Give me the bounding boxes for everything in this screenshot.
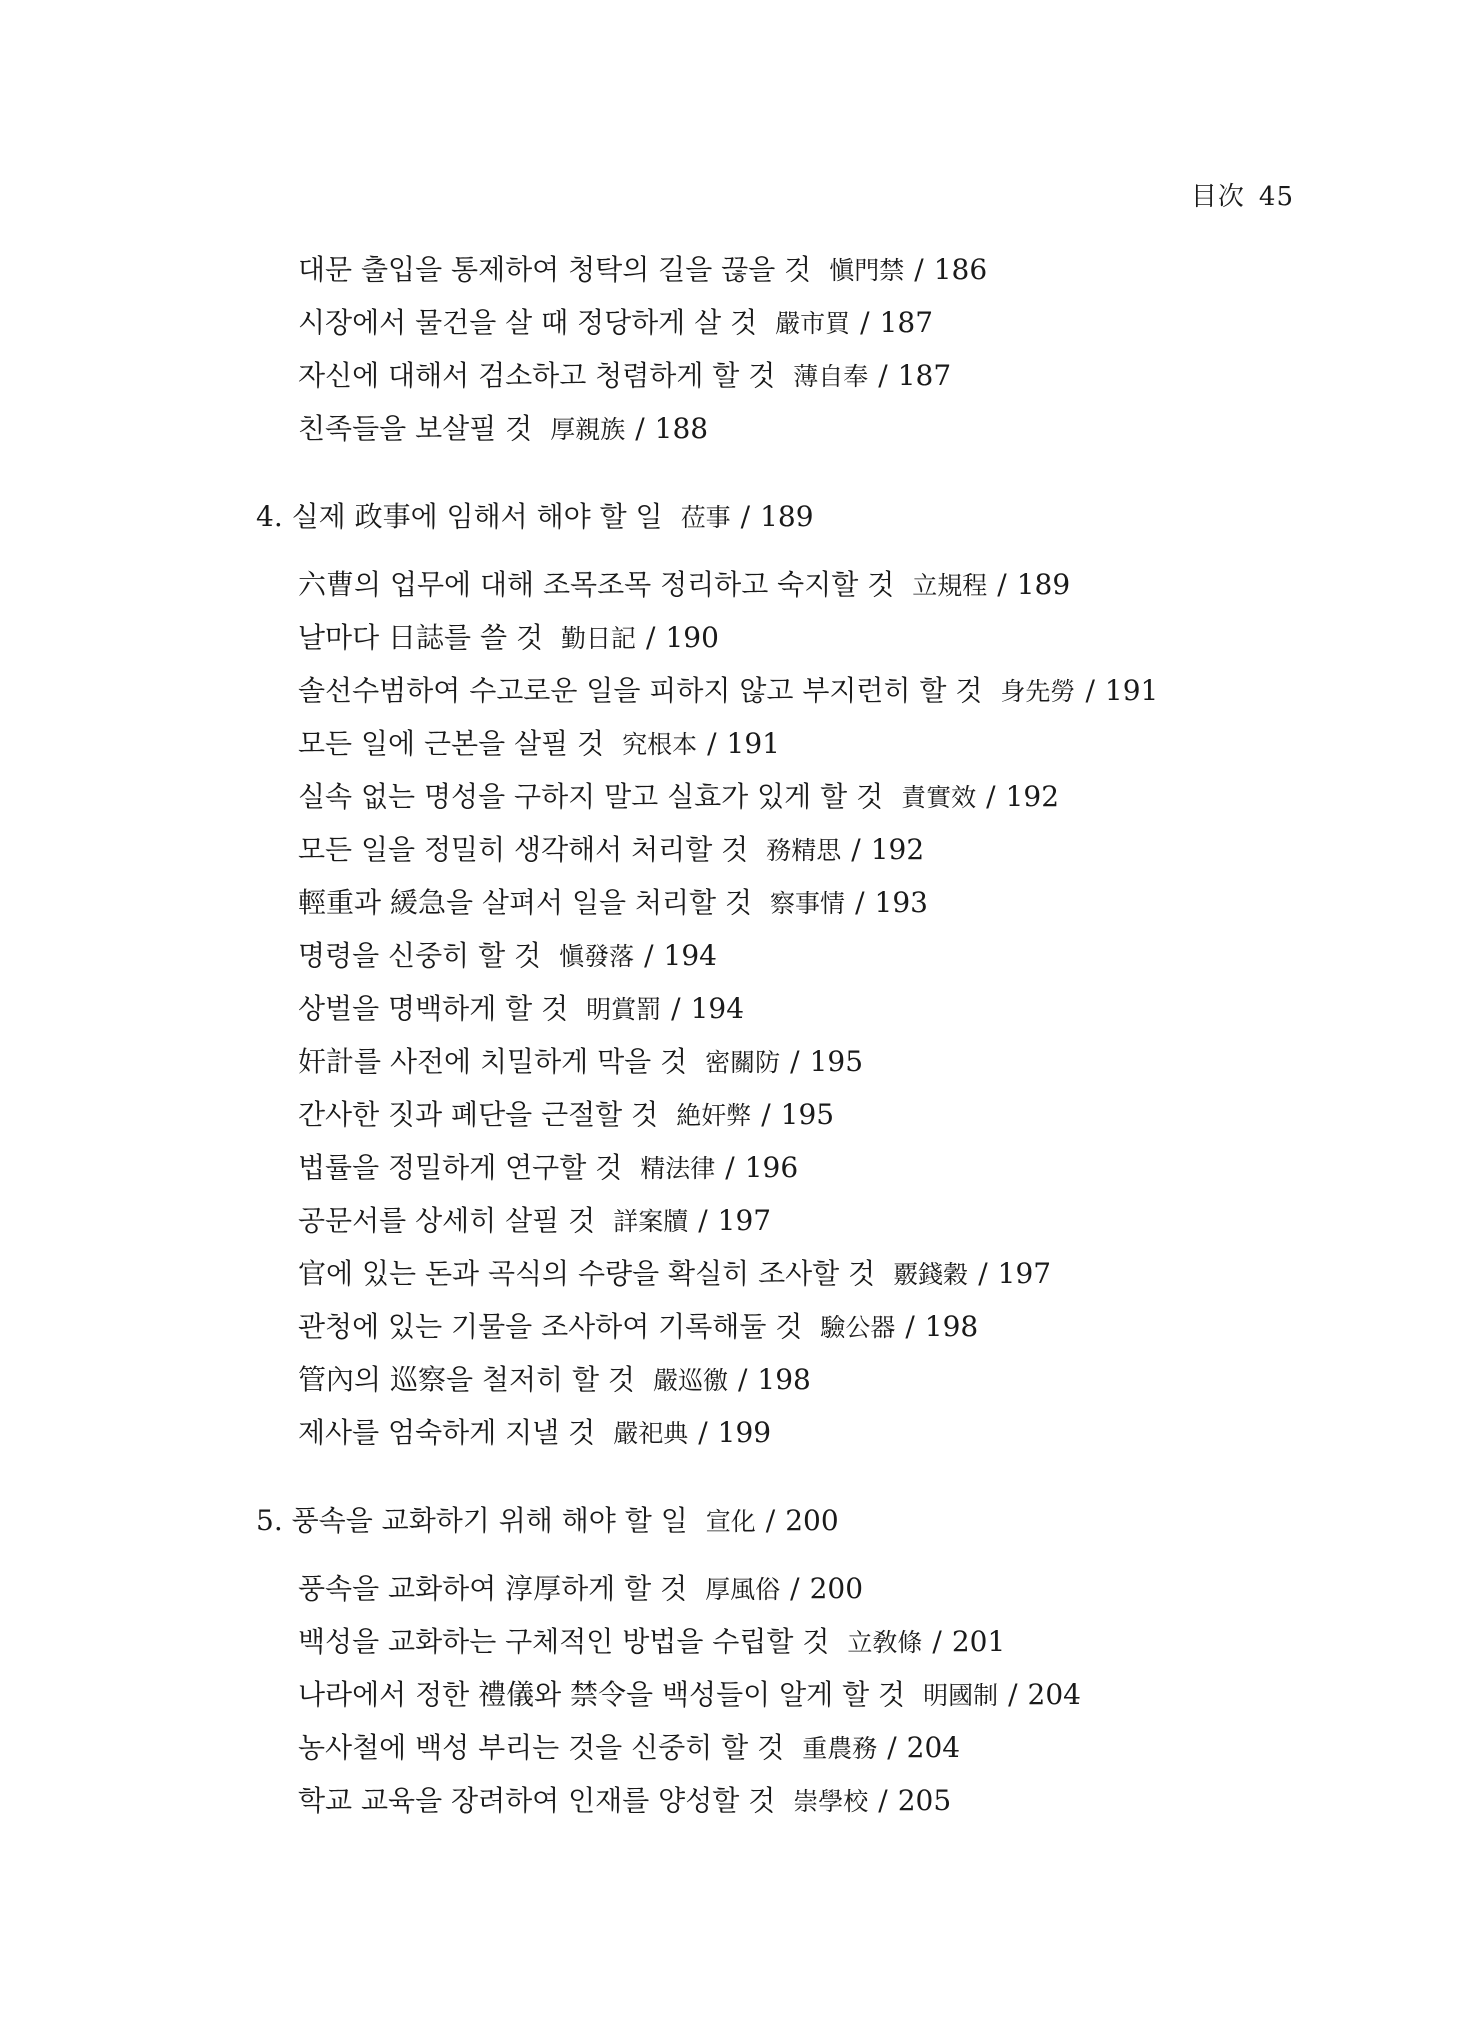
toc-title: 4. 실제 政事에 임해서 해야 할 일 [256, 500, 663, 533]
toc-hanja-title: 絶奸弊 [676, 1101, 752, 1130]
toc-page-number: 196 [744, 1151, 799, 1184]
toc-page-number: 198 [757, 1363, 811, 1396]
page-separator: / [914, 253, 924, 286]
toc-hanja-title: 驗公器 [820, 1313, 896, 1342]
toc-title: 풍속을 교화하여 淳厚하게 할 것 [298, 1572, 688, 1605]
toc-entry [298, 1256, 1051, 1293]
toc-page-number: 195 [809, 1045, 864, 1078]
toc-hanja-title: 覈錢穀 [893, 1260, 969, 1289]
toc-title: 모든 일을 정밀히 생각해서 처리할 것 [298, 833, 749, 866]
toc-page-number: 201 [951, 1625, 1006, 1658]
page-separator: / [671, 992, 681, 1025]
toc-entry [298, 1571, 863, 1608]
page-separator: / [646, 621, 656, 654]
toc-title: 모든 일에 근본을 살필 것 [298, 727, 605, 760]
page-separator: / [905, 1310, 915, 1343]
toc-page-number: 204 [906, 1731, 961, 1764]
page-separator: / [1085, 674, 1095, 707]
toc-hanja-title: 宣化 [705, 1507, 756, 1536]
page-separator: / [997, 568, 1007, 601]
toc-section-heading [256, 499, 814, 536]
toc-page-number: 186 [933, 253, 988, 286]
toc-entry [298, 1362, 811, 1399]
toc-page-number: 191 [726, 727, 780, 760]
toc-hanja-title: 厚風俗 [705, 1575, 781, 1604]
toc-page-number: 191 [1104, 674, 1159, 707]
toc-hanja-title: 愼發落 [559, 942, 635, 971]
toc-title: 날마다 日誌를 쓸 것 [298, 621, 543, 654]
page-separator: / [1008, 1678, 1018, 1711]
toc-hanja-title: 厚親族 [550, 415, 626, 444]
toc-page-number: 189 [760, 500, 814, 533]
toc-title: 시장에서 물건을 살 때 정당하게 살 것 [298, 306, 758, 339]
page-separator: / [878, 359, 888, 392]
toc-page-number: 198 [924, 1310, 979, 1343]
toc-entry [298, 991, 744, 1028]
page-separator: / [725, 1151, 735, 1184]
toc-page-number: 187 [879, 306, 934, 339]
toc-title: 실속 없는 명성을 구하지 말고 실효가 있게 할 것 [298, 780, 884, 813]
page-number: 45 [1258, 182, 1294, 212]
toc-entry [298, 938, 717, 975]
toc-hanja-title: 明國制 [923, 1681, 999, 1710]
toc-page-number: 199 [717, 1416, 772, 1449]
page-separator: / [761, 1098, 771, 1131]
toc-page-number: 204 [1027, 1678, 1081, 1711]
toc-title: 奸計를 사전에 치밀하게 막을 것 [298, 1045, 688, 1078]
page-separator: / [855, 886, 865, 919]
toc-entry [298, 832, 924, 869]
page-separator: / [765, 1504, 776, 1537]
toc-entry [298, 885, 928, 922]
toc-title: 학교 교육을 장려하여 인재를 양성할 것 [298, 1784, 776, 1817]
page-separator: / [635, 412, 645, 445]
toc-title: 농사철에 백성 부리는 것을 신중히 할 것 [298, 1731, 785, 1764]
toc-title: 법률을 정밀하게 연구할 것 [298, 1151, 623, 1184]
page-separator: / [932, 1625, 942, 1658]
toc-hanja-title: 勤日記 [561, 624, 637, 653]
toc-hanja-title: 重農務 [802, 1734, 878, 1763]
toc-hanja-title: 密關防 [705, 1048, 781, 1077]
toc-page-number: 192 [1005, 780, 1060, 813]
page-separator: / [790, 1572, 800, 1605]
toc-title: 상벌을 명백하게 할 것 [298, 992, 569, 1025]
toc-page-number: 205 [897, 1784, 952, 1817]
toc-page-number: 195 [780, 1098, 835, 1131]
toc-title: 백성을 교화하는 구체적인 방법을 수립할 것 [298, 1625, 830, 1658]
toc-section-heading [256, 1503, 839, 1540]
toc-entry [298, 1730, 960, 1767]
toc-entry [298, 1150, 798, 1187]
page-separator: / [740, 500, 751, 533]
page-separator: / [698, 1204, 708, 1237]
toc-title: 명령을 신중히 할 것 [298, 939, 542, 972]
page-separator: / [698, 1416, 708, 1449]
toc-entry [298, 1624, 1005, 1661]
toc-entry [298, 411, 708, 448]
toc-entry [298, 567, 1070, 604]
running-head: 目次 [1190, 182, 1245, 212]
toc-hanja-title: 詳案牘 [613, 1207, 689, 1236]
page-header [1191, 176, 1294, 213]
toc-title: 대문 출입을 통제하여 청탁의 길을 끊을 것 [298, 253, 812, 286]
page-separator: / [707, 727, 717, 760]
toc-hanja-title: 莅事 [680, 503, 731, 532]
page-separator: / [878, 1784, 888, 1817]
toc-entry [298, 726, 780, 763]
page-separator: / [851, 833, 861, 866]
toc-hanja-title: 明賞罰 [586, 995, 662, 1024]
toc-page-number: 197 [997, 1257, 1052, 1290]
page-separator: / [737, 1363, 748, 1396]
toc-page-number: 189 [1016, 568, 1071, 601]
toc-hanja-title: 嚴祀典 [613, 1419, 689, 1448]
toc-entry [298, 1309, 978, 1346]
toc-hanja-title: 薄自奉 [793, 362, 869, 391]
page-separator: / [790, 1045, 800, 1078]
toc-title: 자신에 대해서 검소하고 청렴하게 할 것 [298, 359, 776, 392]
toc-page-number: 194 [663, 939, 717, 972]
toc-hanja-title: 責實效 [901, 783, 977, 812]
toc-hanja-title: 身先勞 [1000, 677, 1076, 706]
toc-title: 솔선수범하여 수고로운 일을 피하지 않고 부지런히 할 것 [298, 674, 983, 707]
toc-title: 관청에 있는 기물을 조사하여 기록해둘 것 [298, 1310, 803, 1343]
toc-page-number: 197 [717, 1204, 772, 1237]
toc-entry [298, 620, 719, 657]
page-separator: / [986, 780, 996, 813]
toc-hanja-title: 精法律 [640, 1154, 716, 1183]
toc-entry [298, 673, 1158, 710]
toc-page-number: 200 [809, 1572, 864, 1605]
toc-title: 六曹의 업무에 대해 조목조목 정리하고 숙지할 것 [298, 568, 895, 601]
toc-entry [298, 1677, 1081, 1714]
toc-entry [298, 1044, 863, 1081]
toc-title: 친족들을 보살필 것 [298, 412, 533, 445]
toc-entry [298, 1415, 771, 1452]
toc-hanja-title: 嚴巡徼 [652, 1366, 728, 1395]
page-separator: / [887, 1731, 897, 1764]
toc-page-number: 190 [665, 621, 719, 654]
toc-entry [298, 1203, 771, 1240]
toc-title: 官에 있는 돈과 곡식의 수량을 확실히 조사할 것 [298, 1257, 876, 1290]
toc-title: 공문서를 상세히 살필 것 [298, 1204, 596, 1237]
toc-title: 輕重과 緩急을 살펴서 일을 처리할 것 [298, 886, 753, 919]
toc-title: 간사한 짓과 폐단을 근절할 것 [298, 1098, 659, 1131]
toc-hanja-title: 立敎條 [847, 1628, 923, 1657]
toc-entry [298, 779, 1059, 816]
toc-title: 제사를 엄숙하게 지낼 것 [298, 1416, 596, 1449]
toc-page-number: 192 [870, 833, 925, 866]
toc-hanja-title: 嚴市買 [775, 309, 851, 338]
toc-page-number: 188 [654, 412, 709, 445]
toc-title: 나라에서 정한 禮儀와 禁令을 백성들이 알게 할 것 [298, 1678, 906, 1711]
toc-hanja-title: 究根本 [622, 730, 698, 759]
toc-entry [298, 252, 987, 289]
toc-hanja-title: 務精思 [766, 836, 842, 865]
page-separator: / [860, 306, 870, 339]
toc-page-number: 193 [874, 886, 928, 919]
page-separator: / [978, 1257, 988, 1290]
toc-entry [298, 358, 951, 395]
toc-page-number: 194 [690, 992, 745, 1025]
toc-title: 管內의 巡察을 철저히 할 것 [298, 1363, 635, 1396]
toc-hanja-title: 立規程 [912, 571, 988, 600]
toc-hanja-title: 愼門禁 [829, 256, 905, 285]
toc-title: 5. 풍속을 교화하기 위해 해야 할 일 [256, 1504, 688, 1537]
toc-page-number: 200 [785, 1504, 839, 1537]
toc-hanja-title: 察事情 [770, 889, 846, 918]
toc-entry [298, 1783, 951, 1820]
toc-entry [298, 305, 933, 342]
toc-hanja-title: 崇學校 [793, 1787, 869, 1816]
toc-entry [298, 1097, 834, 1134]
page-separator: / [644, 939, 654, 972]
toc-page-number: 187 [897, 359, 952, 392]
